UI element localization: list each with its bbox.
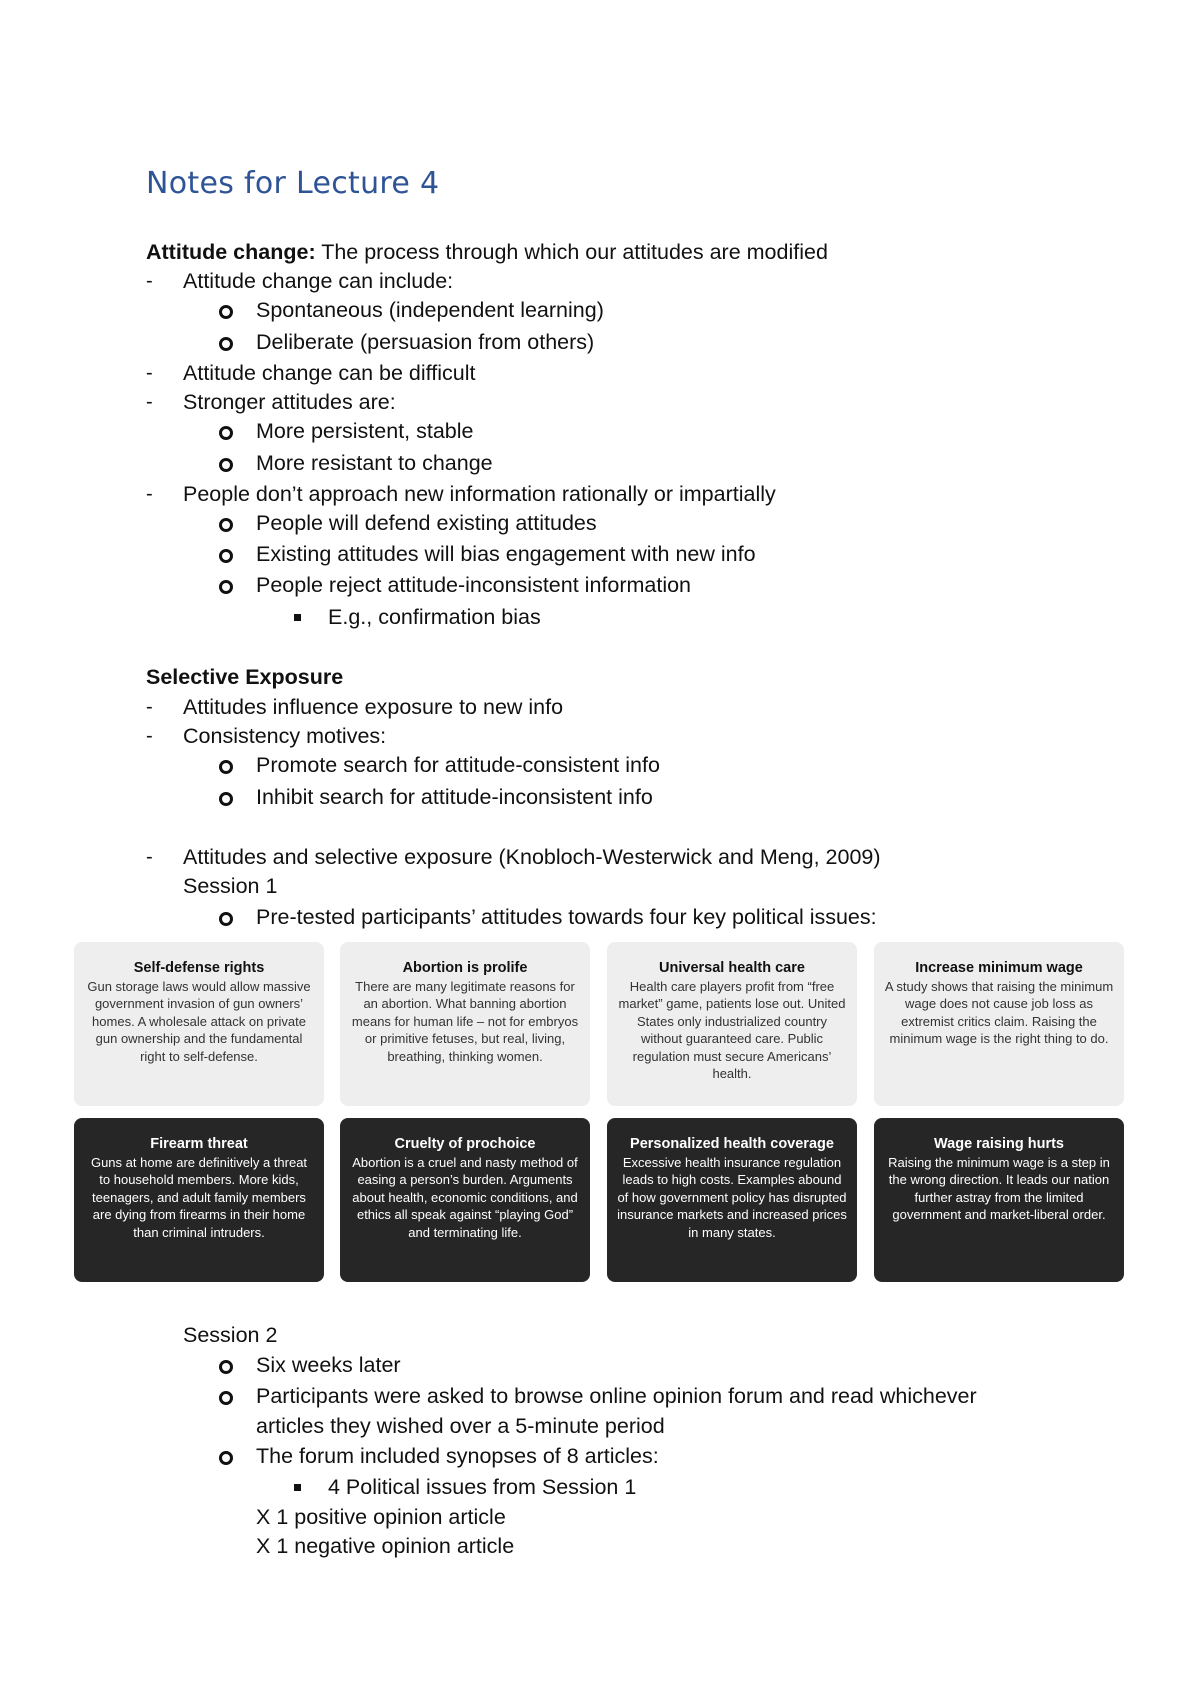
article-card bbox=[340, 942, 590, 1106]
list-item-text: People reject attitude-inconsistent information bbox=[256, 573, 692, 597]
list-item-text: The forum included synopses of 8 articles: bbox=[256, 1444, 659, 1468]
article-card bbox=[340, 1118, 590, 1282]
card-body: A study shows that raising the minimum wage does not cause job loss as extremist critics claim. Raising the minimum wage is the right thing to do. bbox=[884, 979, 1114, 1047]
dash-bullet: - bbox=[146, 362, 153, 384]
list-item-text: X 1 positive opinion article bbox=[256, 1505, 506, 1529]
circle-bullet-icon bbox=[219, 912, 233, 926]
card-title: Cruelty of prochoice bbox=[394, 1136, 536, 1152]
dash-bullet: - bbox=[146, 696, 153, 718]
circle-bullet-icon bbox=[219, 426, 233, 440]
list-item-text: Existing attitudes will bias engagement with new info bbox=[256, 542, 756, 566]
list-item-text: More resistant to change bbox=[256, 451, 493, 475]
card-body: Guns at home are definitively a threat to household members. More kids, teenagers, and adult family members are dying from firearms in their home than criminal intruders. bbox=[90, 1155, 308, 1240]
list-item-text: Participants were asked to browse online opinion forum and read whichever bbox=[256, 1384, 977, 1408]
list-item-text: Consistency motives: bbox=[183, 724, 387, 748]
list-item-text: People don’t approach new information rationally or impartially bbox=[183, 482, 776, 506]
page-title: Notes for Lecture 4 bbox=[146, 166, 440, 201]
circle-bullet-icon bbox=[219, 1451, 233, 1465]
session-label: Session 1 bbox=[183, 874, 278, 898]
list-item-text: Inhibit search for attitude-inconsistent info bbox=[256, 785, 653, 809]
list-item-text: Six weeks later bbox=[256, 1353, 401, 1377]
card-title: Firearm threat bbox=[150, 1136, 248, 1152]
article-card bbox=[74, 942, 324, 1106]
circle-bullet-icon bbox=[219, 549, 233, 563]
section-heading-selective-exposure: Selective Exposure bbox=[146, 665, 344, 689]
article-card bbox=[607, 1118, 857, 1282]
list-item-text: Attitude change can include: bbox=[183, 269, 454, 293]
dash-bullet: - bbox=[146, 846, 153, 868]
list-item-text: X 1 negative opinion article bbox=[256, 1534, 515, 1558]
article-card bbox=[874, 942, 1124, 1106]
card-body: Abortion is a cruel and nasty method of easing a person’s burden. Arguments about health, economic conditions, and ethics all speak against “playing God” and terminating life. bbox=[352, 1155, 578, 1240]
list-item-text: Pre-tested participants’ attitudes towards four key political issues: bbox=[256, 905, 877, 929]
article-card bbox=[74, 1118, 324, 1282]
dash-bullet: - bbox=[146, 391, 153, 413]
circle-bullet-icon bbox=[219, 760, 233, 774]
square-bullet-icon bbox=[294, 614, 301, 621]
list-item-text: 4 Political issues from Session 1 bbox=[328, 1475, 637, 1499]
dash-bullet: - bbox=[146, 725, 153, 747]
circle-bullet-icon bbox=[219, 458, 233, 472]
card-title: Wage raising hurts bbox=[934, 1136, 1064, 1152]
card-title: Universal health care bbox=[659, 960, 805, 976]
circle-bullet-icon bbox=[219, 518, 233, 532]
square-bullet-icon bbox=[294, 1484, 301, 1491]
list-item-text: People will defend existing attitudes bbox=[256, 511, 597, 535]
dash-bullet: - bbox=[146, 483, 153, 505]
list-item-text: Attitudes influence exposure to new info bbox=[183, 695, 564, 719]
circle-bullet-icon bbox=[219, 1360, 233, 1374]
section-heading-attitude-change bbox=[146, 239, 828, 265]
dash-bullet: - bbox=[146, 270, 153, 292]
card-title: Abortion is prolife bbox=[402, 960, 528, 976]
list-item-text: Spontaneous (independent learning) bbox=[256, 298, 604, 322]
circle-bullet-icon bbox=[219, 792, 233, 806]
circle-bullet-icon bbox=[219, 580, 233, 594]
card-title: Increase minimum wage bbox=[915, 960, 1083, 976]
list-item-text: More persistent, stable bbox=[256, 419, 474, 443]
circle-bullet-icon bbox=[219, 337, 233, 351]
list-item-text: Stronger attitudes are: bbox=[183, 390, 396, 414]
list-item-text: E.g., confirmation bias bbox=[328, 605, 541, 629]
heading-term: Attitude change: bbox=[146, 240, 316, 264]
card-body: Health care players profit from “free market” game, patients lose out. United States only industrialized country without guaranteed care. Public regulation must secure Americans’ health. bbox=[618, 979, 846, 1082]
card-body: Gun storage laws would allow massive government invasion of gun owners’ homes. A wholesale attack on private gun ownership and the fundamental right to self-defense. bbox=[87, 979, 311, 1064]
list-item-continuation: articles they wished over a 5-minute period bbox=[256, 1414, 665, 1438]
card-title: Self-defense rights bbox=[133, 960, 265, 976]
circle-bullet-icon bbox=[219, 1391, 233, 1405]
card-body: Raising the minimum wage is a step in the wrong direction. It leads our nation further astray from the limited government and market-liberal order. bbox=[888, 1155, 1110, 1223]
session-label: Session 2 bbox=[183, 1323, 278, 1347]
article-card bbox=[874, 1118, 1124, 1282]
article-cards-figure bbox=[74, 942, 1126, 1282]
heading-definition: The process through which our attitudes are modified bbox=[315, 240, 828, 264]
circle-bullet-icon bbox=[219, 305, 233, 319]
card-body: Excessive health insurance regulation leads to high costs. Examples abound of how government policy has disrupted insurance markets and increased prices in many states. bbox=[617, 1155, 847, 1240]
list-item-text: Attitudes and selective exposure (Knobloch-Westerwick and Meng, 2009) bbox=[183, 845, 881, 869]
article-card bbox=[607, 942, 857, 1106]
card-body: There are many legitimate reasons for an abortion. What banning abortion means for human life – not for embryos or primitive fetuses, but real, living, breathing, thinking women. bbox=[351, 979, 579, 1064]
list-item-text: Promote search for attitude-consistent info bbox=[256, 753, 660, 777]
list-item-text: Deliberate (persuasion from others) bbox=[256, 330, 595, 354]
card-title: Personalized health coverage bbox=[630, 1136, 834, 1152]
list-item-text: Attitude change can be difficult bbox=[183, 361, 476, 385]
